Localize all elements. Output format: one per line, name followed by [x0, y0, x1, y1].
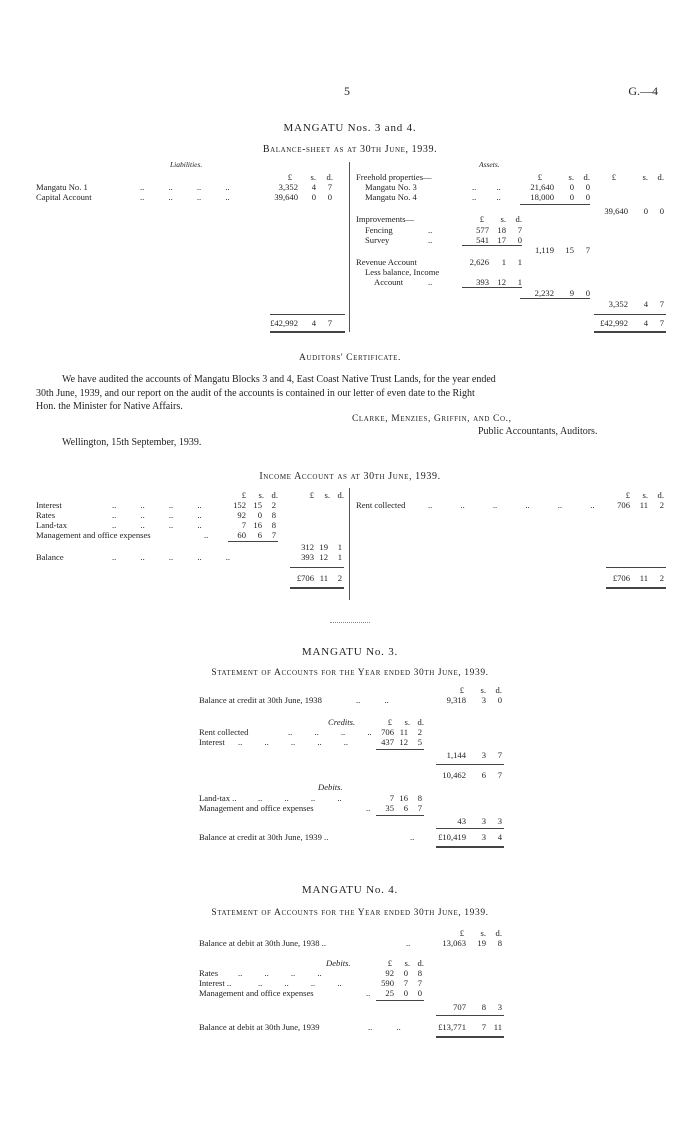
column-divider [349, 162, 350, 332]
shillings-value: 1 [501, 257, 506, 267]
subtotal-rule [228, 541, 278, 542]
pounds-value: 2,626 [469, 257, 489, 267]
pence-value: 2 [417, 727, 422, 737]
currency-shilling-header: s. [404, 717, 410, 727]
shillings-value: 9 [569, 288, 574, 298]
pence-value: 7 [327, 182, 332, 192]
leader-dots: .. .. .. .. [258, 978, 342, 988]
subtotal-rule [376, 815, 424, 816]
currency-shilling-header: s. [500, 214, 506, 224]
leader-dots: .. [406, 938, 411, 948]
pounds-value: 590 [381, 978, 394, 988]
pence-value: 7 [417, 803, 422, 813]
shillings-value: 12 [399, 737, 408, 747]
pounds-value: 92 [385, 968, 394, 978]
row-label: Balance [36, 552, 64, 562]
double-rule [270, 331, 345, 333]
currency-pound-header: £ [611, 172, 616, 182]
row-label: Balance at debit at 30th June, 1939 [199, 1022, 320, 1032]
pounds-value: £10,419 [438, 832, 466, 842]
pence-value: 7 [417, 978, 422, 988]
shillings-value: 8 [481, 1002, 486, 1012]
pence-value: 0 [517, 235, 522, 245]
double-rule [594, 331, 666, 333]
row-label: Balance at debit at 30th June, 1938 .. [199, 938, 326, 948]
pounds-value: £42,992 [270, 318, 298, 328]
row-label: Management and office expenses [199, 803, 314, 813]
pounds-value: 43 [457, 816, 466, 826]
section-heading: MANGATU No. 3. [301, 646, 399, 658]
total-rule [270, 314, 345, 315]
pence-value: 8 [497, 938, 502, 948]
column-divider [349, 488, 350, 600]
pence-value: 0 [497, 695, 502, 705]
pence-value: 2 [271, 500, 276, 510]
pounds-value: £13,771 [438, 1022, 466, 1032]
pounds-value: 18,000 [530, 192, 554, 202]
shillings-value: 4 [643, 299, 648, 309]
pounds-value: 9,318 [446, 695, 466, 705]
currency-pound-header: £ [241, 490, 246, 500]
pounds-value: 393 [301, 552, 314, 562]
leader-dots: .. .. .. .. .. [238, 737, 349, 747]
section-heading: MANGATU No. 4. [301, 884, 399, 896]
statement-title: Statement of Accounts for the Year ended 30th June, 1939. [211, 668, 489, 678]
shillings-value: 3 [481, 695, 486, 705]
leader-dots: .. .. .. .. .. .. [428, 500, 595, 510]
auditors-heading: Auditors' Certificate. [299, 353, 401, 363]
leader-dots: .. .. [368, 1022, 401, 1032]
pence-value: 5 [417, 737, 422, 747]
pence-value: 7 [659, 299, 664, 309]
shillings-value: 3 [481, 816, 486, 826]
debits-label: Debits. [326, 958, 351, 968]
pence-value: 1 [337, 552, 342, 562]
shillings-value: 12 [319, 552, 328, 562]
leader-dots: .. [428, 235, 433, 245]
liability-label: Capital Account [36, 192, 92, 202]
asset-label: Survey [365, 235, 390, 245]
leader-dots: .. .. .. .. .. [112, 552, 231, 562]
leader-dots: .. .. .. .. [140, 182, 230, 192]
subtotal-rule [436, 1015, 504, 1016]
pence-value: 7 [327, 318, 332, 328]
currency-shilling-header: s. [480, 685, 486, 695]
shillings-value: 0 [403, 968, 408, 978]
section-heading: MANGATU Nos. 3 and 4. [283, 122, 417, 134]
leader-dots: .. [410, 832, 415, 842]
currency-pence-header: d. [515, 214, 522, 224]
shillings-value: 4 [311, 182, 316, 192]
pence-value: 7 [517, 225, 522, 235]
shillings-value: 6 [403, 803, 408, 813]
pounds-value: 21,640 [530, 182, 554, 192]
assets-label: Assets. [479, 160, 500, 169]
pounds-value: £42,992 [600, 318, 628, 328]
pounds-value: 706 [617, 500, 630, 510]
pence-value: 4 [497, 832, 502, 842]
pence-value: 8 [271, 510, 276, 520]
pounds-value: 707 [453, 1002, 466, 1012]
pence-value: 0 [585, 288, 590, 298]
row-label: Rent collected [356, 500, 406, 510]
pounds-value: 393 [476, 277, 489, 287]
double-rule [606, 587, 666, 589]
asset-label: Account [374, 277, 404, 287]
credits-label: Credits. [328, 717, 356, 727]
pence-value: 0 [585, 192, 590, 202]
currency-shilling-header: s. [258, 490, 264, 500]
pence-value: 0 [585, 182, 590, 192]
currency-pound-header: £ [459, 685, 464, 695]
pence-value: 1 [517, 277, 522, 287]
certificate-line: Hon. the Minister for Native Affairs. [36, 401, 183, 412]
row-label: Rent collected [199, 727, 249, 737]
pounds-value: 541 [476, 235, 489, 245]
shillings-value: 3 [481, 832, 486, 842]
asset-label: Mangatu No. 4 [365, 192, 417, 202]
currency-pence-header: d. [337, 490, 344, 500]
shillings-value: 4 [311, 318, 316, 328]
certificate-line: We have audited the accounts of Mangatu Blocks 3 and 4, East Coast Native Trust Lands, for the year ended [62, 374, 496, 385]
pounds-value: 706 [381, 727, 394, 737]
pounds-value: 312 [301, 542, 314, 552]
shillings-value: 0 [403, 988, 408, 998]
leader-dots: .. .. [472, 192, 501, 202]
improvements-label: Improvements— [356, 214, 415, 224]
shillings-value: 11 [399, 727, 408, 737]
asset-label: Mangatu No. 3 [365, 182, 417, 192]
currency-pound-header: £ [459, 928, 464, 938]
pounds-value: 1,144 [446, 750, 466, 760]
subtotal-rule [436, 828, 504, 829]
pounds-value: 437 [381, 737, 394, 747]
shillings-value: 15 [565, 245, 574, 255]
less-label: Less balance, Income [365, 267, 440, 277]
leader-dots: .. [428, 277, 433, 287]
leader-dots: .. .. .. .. [112, 510, 202, 520]
shillings-value: 17 [497, 235, 506, 245]
pence-value: 7 [497, 750, 502, 760]
currency-pound-header: £ [537, 172, 542, 182]
pence-value: 2 [337, 573, 342, 583]
shillings-value: 0 [643, 206, 648, 216]
currency-pound-header: £ [625, 490, 630, 500]
currency-pound-header: £ [387, 717, 392, 727]
shillings-value: 3 [481, 750, 486, 760]
row-label: Management and office expenses [36, 530, 151, 540]
leader-dots: .. .. .. .. [112, 520, 202, 530]
pence-value: 2 [659, 500, 664, 510]
shillings-value: 6 [481, 770, 486, 780]
pence-value: 8 [271, 520, 276, 530]
double-rule [436, 1036, 504, 1038]
currency-shilling-header: s. [568, 172, 574, 182]
currency-pence-header: d. [271, 490, 278, 500]
leader-dots: .. .. [356, 695, 389, 705]
currency-pound-header: £ [309, 490, 314, 500]
statement-title: Statement of Accounts for the Year ended 30th June, 1939. [211, 908, 489, 918]
currency-shilling-header: s. [642, 490, 648, 500]
leader-dots: .. .. .. .. [238, 968, 322, 978]
pounds-value: 577 [476, 225, 489, 235]
pence-value: 0 [659, 206, 664, 216]
asset-label: Fencing [365, 225, 393, 235]
pence-value: 8 [417, 968, 422, 978]
shillings-value: 0 [311, 192, 316, 202]
pence-value: 8 [417, 793, 422, 803]
leader-dots: .. .. [472, 182, 501, 192]
subtotal-rule [520, 298, 590, 299]
currency-shilling-header: s. [404, 958, 410, 968]
currency-pence-header: d. [417, 958, 424, 968]
leader-dots: .. .. .. .. [288, 727, 372, 737]
subtotal-rule [462, 245, 522, 246]
currency-pound-header: £ [387, 958, 392, 968]
currency-pence-header: d. [326, 172, 333, 182]
total-rule [594, 314, 666, 315]
pence-value: 2 [659, 573, 664, 583]
row-label: Balance at credit at 30th June, 1939 .. [199, 832, 329, 842]
pence-value: 7 [585, 245, 590, 255]
row-label: Interest [36, 500, 62, 510]
row-label: Land-tax .. [199, 793, 237, 803]
pence-value: 3 [497, 1002, 502, 1012]
pounds-value: 13,063 [442, 938, 466, 948]
place-and-date: Wellington, 15th September, 1939. [62, 437, 202, 448]
shillings-value: 0 [257, 510, 262, 520]
pounds-value: 3,352 [608, 299, 628, 309]
currency-pence-header: d. [657, 172, 664, 182]
shillings-value: 12 [497, 277, 506, 287]
shillings-value: 6 [257, 530, 262, 540]
shillings-value: 11 [639, 573, 648, 583]
subtotal-rule [376, 1000, 424, 1001]
row-label: Management and office expenses [199, 988, 314, 998]
row-label: Balance at credit at 30th June, 1938 [199, 695, 322, 705]
leader-dots: .. [428, 225, 433, 235]
freehold-label: Freehold properties— [356, 172, 432, 182]
pounds-value: £706 [296, 573, 314, 583]
page-number: 5 [344, 84, 350, 98]
subtotal-rule [520, 204, 590, 205]
currency-shilling-header: s. [642, 172, 648, 182]
leader-dots: .. [204, 530, 209, 540]
liability-label: Mangatu No. 1 [36, 182, 88, 192]
shillings-value: 4 [643, 318, 648, 328]
pounds-value: 39,640 [604, 206, 628, 216]
section-separator [330, 622, 370, 623]
pounds-value: 92 [237, 510, 246, 520]
pounds-value: 3,352 [278, 182, 298, 192]
shillings-value: 16 [253, 520, 262, 530]
leader-dots: .. .. .. .. [258, 793, 342, 803]
asset-label: Revenue Account [356, 257, 417, 267]
pounds-value: 10,462 [442, 770, 466, 780]
currency-pence-header: d. [657, 490, 664, 500]
shillings-value: 0 [569, 182, 574, 192]
total-rule [606, 567, 666, 568]
leader-dots: .. .. .. .. [140, 192, 230, 202]
document-reference: G.—4 [628, 84, 658, 98]
pence-value: 3 [497, 816, 502, 826]
row-label: Interest [199, 737, 225, 747]
pounds-value: 1,119 [534, 245, 554, 255]
debits-label: Debits. [318, 782, 343, 792]
shillings-value: 7 [403, 978, 408, 988]
currency-pence-header: d. [495, 928, 502, 938]
pence-value: 1 [337, 542, 342, 552]
pence-value: 7 [271, 530, 276, 540]
subtotal-rule [436, 764, 504, 765]
pence-value: 11 [493, 1022, 502, 1032]
shillings-value: 7 [481, 1022, 486, 1032]
pence-value: 1 [517, 257, 522, 267]
subtotal-rule [462, 287, 522, 288]
pounds-value: 39,640 [274, 192, 298, 202]
currency-shilling-header: s. [480, 928, 486, 938]
total-rule [290, 567, 344, 568]
pounds-value: 25 [385, 988, 394, 998]
pence-value: 0 [417, 988, 422, 998]
row-label: Interest .. [199, 978, 232, 988]
shillings-value: 19 [319, 542, 328, 552]
balance-sheet-title: Balance-sheet as at 30th June, 1939. [262, 144, 438, 155]
currency-pound-header: £ [479, 214, 484, 224]
pence-value: 7 [497, 770, 502, 780]
liabilities-label: Liabilities. [170, 160, 203, 169]
shillings-value: 16 [399, 793, 408, 803]
double-rule [436, 846, 504, 848]
pounds-value: 60 [237, 530, 246, 540]
leader-dots: .. [366, 988, 371, 998]
currency-pence-header: d. [495, 685, 502, 695]
currency-pence-header: d. [583, 172, 590, 182]
pounds-value: 7 [389, 793, 394, 803]
currency-shilling-header: s. [324, 490, 330, 500]
row-label: Rates [199, 968, 219, 978]
row-label: Land-tax [36, 520, 68, 530]
pence-value: 0 [327, 192, 332, 202]
pounds-value: £706 [612, 573, 630, 583]
pounds-value: 2,232 [534, 288, 554, 298]
shillings-value: 15 [253, 500, 262, 510]
currency-pence-header: d. [417, 717, 424, 727]
leader-dots: .. [366, 803, 371, 813]
pounds-value: 152 [233, 500, 246, 510]
shillings-value: 0 [569, 192, 574, 202]
shillings-value: 11 [319, 573, 328, 583]
currency-shilling-header: s. [310, 172, 316, 182]
double-rule [290, 587, 344, 589]
pence-value: 7 [659, 318, 664, 328]
certificate-line: 30th June, 1939, and our report on the audit of the accounts is contained in our letter of even date to the Right [36, 388, 475, 399]
currency-pound-header: £ [287, 172, 292, 182]
auditor-role: Public Accountants, Auditors. [478, 426, 598, 437]
auditor-firm: Clarke, Menzies, Griffin, and Co., [352, 414, 512, 424]
pounds-value: 35 [385, 803, 394, 813]
shillings-value: 18 [497, 225, 506, 235]
subtotal-rule [376, 749, 424, 750]
pounds-value: 7 [241, 520, 246, 530]
leader-dots: .. .. .. .. [112, 500, 202, 510]
row-label: Rates [36, 510, 56, 520]
income-account-title: Income Account as at 30th June, 1939. [259, 471, 441, 482]
shillings-value: 19 [477, 938, 486, 948]
shillings-value: 11 [639, 500, 648, 510]
